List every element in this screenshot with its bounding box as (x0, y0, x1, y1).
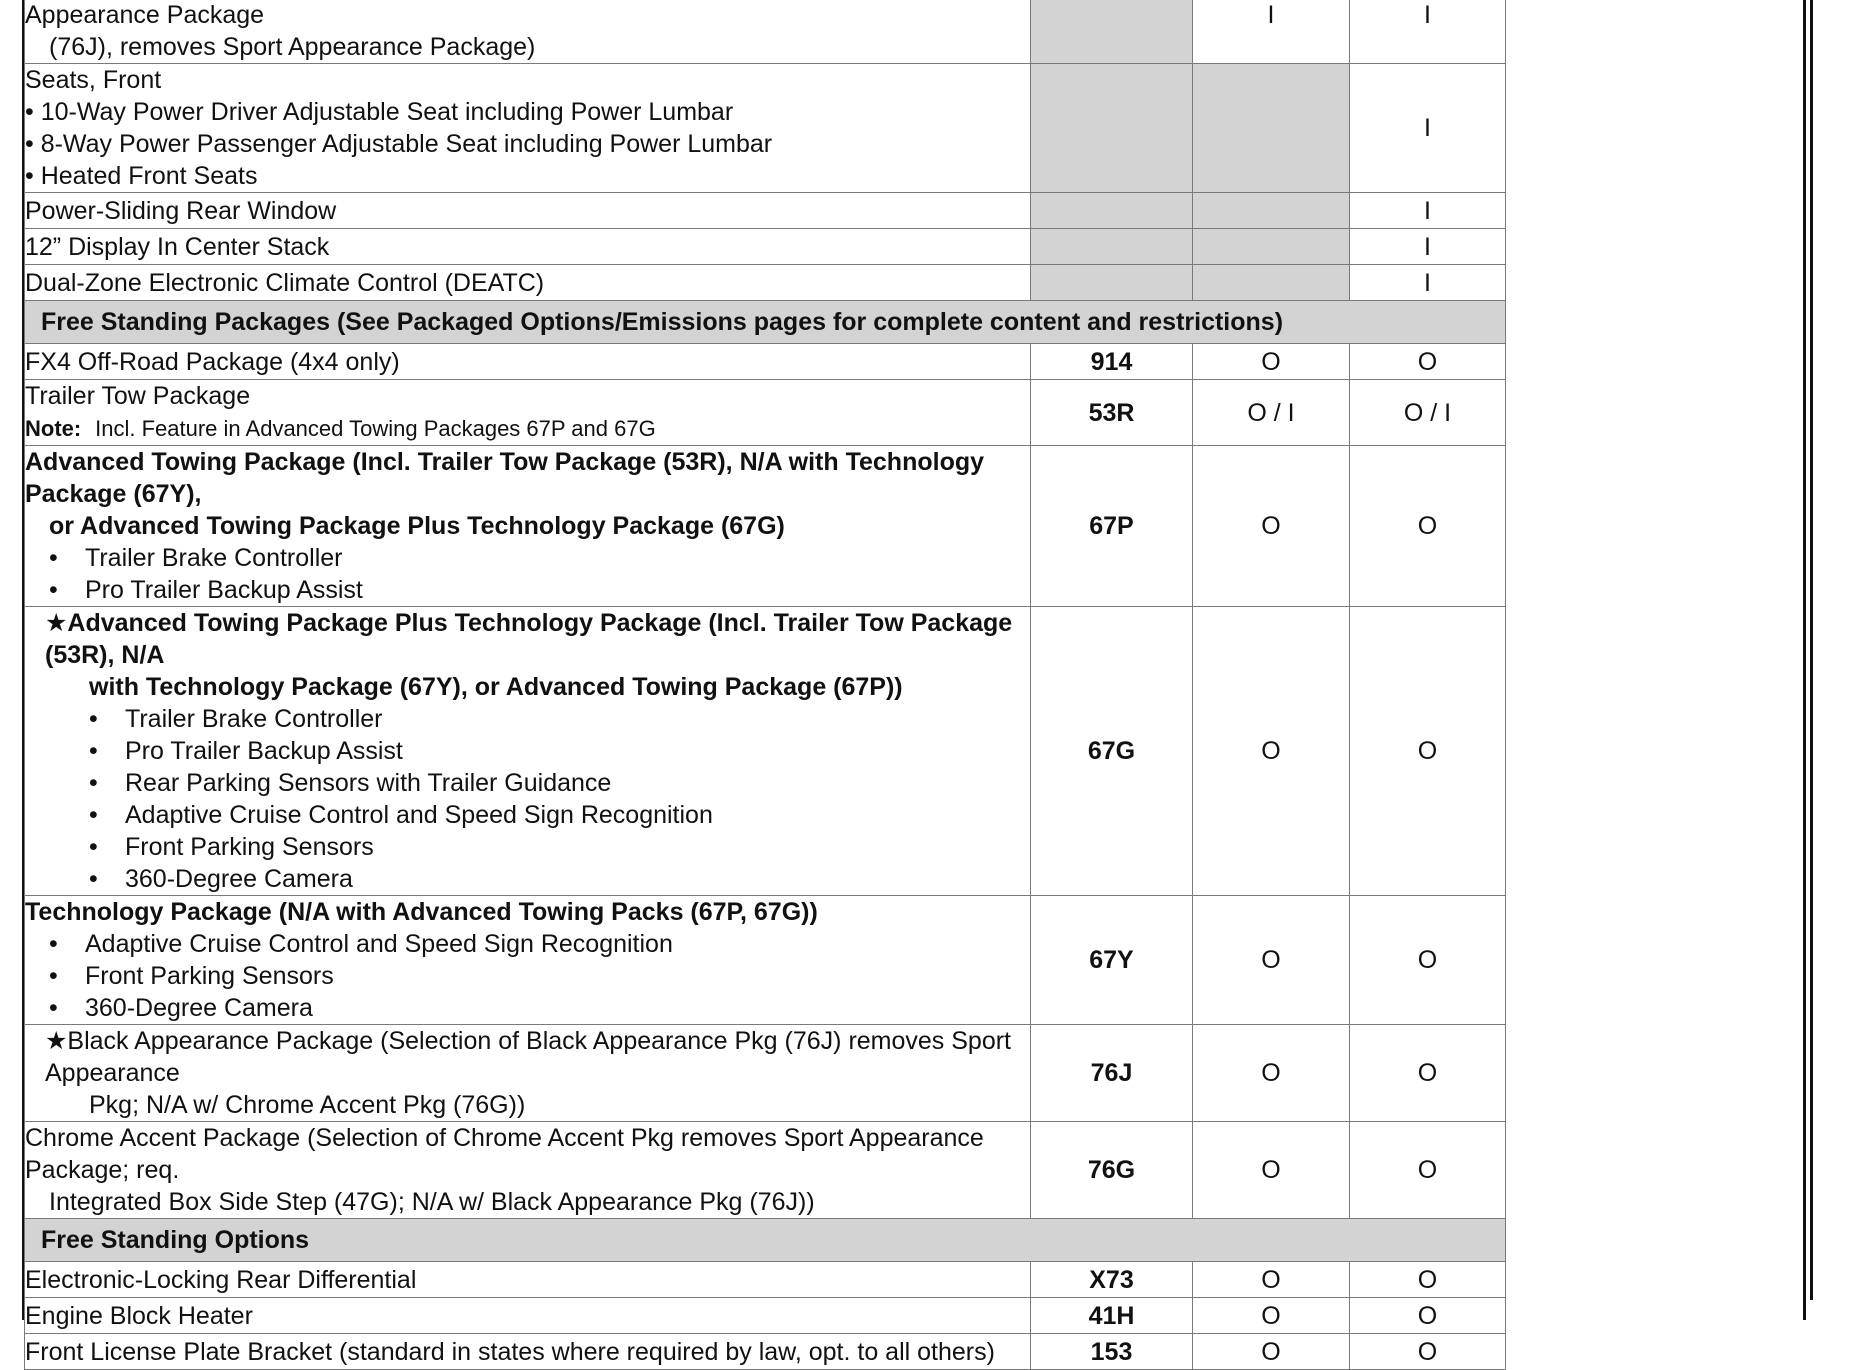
page-edge (1810, 0, 1813, 1300)
list-item: • Trailer Brake Controller (25, 542, 1030, 574)
mark-cell: O (1193, 344, 1350, 380)
mark-cell: O (1350, 1298, 1506, 1334)
list-item: • Adaptive Cruise Control and Speed Sign Recognition (25, 928, 1030, 960)
row-description: Power-Sliding Rear Window (25, 193, 1031, 229)
bullet-list (25, 928, 1030, 1024)
mark-cell: O (1350, 1334, 1506, 1370)
mark-cell: O (1350, 1025, 1506, 1122)
code-cell (1031, 265, 1193, 301)
list-item: • Heated Front Seats (25, 160, 1030, 192)
list-item: • Front Parking Sensors (65, 831, 1030, 863)
table-row (25, 229, 1779, 265)
code-cell (1031, 0, 1193, 64)
table-row (25, 1262, 1779, 1298)
code-cell: 67P (1031, 446, 1193, 607)
list-item: • Rear Parking Sensors with Trailer Guidance (65, 767, 1030, 799)
mark-cell: O (1350, 607, 1506, 896)
bullet-list (25, 542, 1030, 606)
mark-cell: O (1350, 1262, 1506, 1298)
mark-cell: I (1193, 0, 1350, 64)
mark-cell: O (1350, 1122, 1506, 1219)
list-item: • 360-Degree Camera (65, 863, 1030, 895)
row-description: Technology Package (N/A with Advanced Towing Packs (67P, 67G)) • Adaptive Cruise Control and Speed Sign Recognition • Front Parking Sensors • 360-Degree Camera (25, 896, 1031, 1025)
mark-cell: O (1193, 896, 1350, 1025)
mark-cell (1193, 64, 1350, 193)
list-item: • Pro Trailer Backup Assist (25, 574, 1030, 606)
table-row (25, 64, 1779, 193)
code-cell: 53R (1031, 380, 1193, 446)
mark-cell: O (1193, 446, 1350, 607)
bullet-list (25, 96, 1030, 192)
mark-cell (1193, 265, 1350, 301)
mark-cell: I (1350, 0, 1506, 64)
row-description: ★Black Appearance Package (Selection of Black Appearance Pkg (76J) removes Sport Appearance Pkg; N/A w/ Chrome Accent Pkg (76G)) (25, 1025, 1031, 1122)
mark-cell (1193, 193, 1350, 229)
mark-cell: I (1350, 229, 1506, 265)
list-item: • Adaptive Cruise Control and Speed Sign Recognition (65, 799, 1030, 831)
row-description: Dual-Zone Electronic Climate Control (DEATC) (25, 265, 1031, 301)
list-item: • 8-Way Power Passenger Adjustable Seat including Power Lumbar (25, 128, 1030, 160)
code-cell (1031, 193, 1193, 229)
star-icon: ★ (45, 609, 68, 637)
mark-cell (1193, 229, 1350, 265)
row-description: Seats, Front • 10-Way Power Driver Adjustable Seat including Power Lumbar • 8-Way Power Passenger Adjustable Seat including Power Lumbar • Heated Front Seats (25, 64, 1031, 193)
mark-cell: O (1193, 1334, 1350, 1370)
row-description: Engine Block Heater (25, 1298, 1031, 1334)
mark-cell: O (1193, 1025, 1350, 1122)
mark-cell: O / I (1193, 380, 1350, 446)
code-cell: 76G (1031, 1122, 1193, 1219)
mark-cell: O (1350, 896, 1506, 1025)
table-row (25, 0, 1779, 64)
list-item: • Front Parking Sensors (25, 960, 1030, 992)
mark-cell: O (1350, 344, 1506, 380)
table-row (25, 380, 1779, 446)
spec-table (24, 0, 1779, 1370)
row-description: ★Advanced Towing Package Plus Technology Package (Incl. Trailer Tow Package (53R), N/A with Technology Package (67Y), or Advanced Towing Package (67P)) • Trailer Brake Controller • Pro Trailer Backup Assist • Rear Parking Sensors with Trailer Guidance • Adaptive Cruise Control and Speed Sign Recognition • Front Parking Sensors • 360-Degree Camera (25, 607, 1031, 896)
mark-cell: I (1350, 193, 1506, 229)
section-header-options: Free Standing Options (25, 1219, 1779, 1262)
mark-cell: O (1193, 607, 1350, 896)
star-icon: ★ (45, 1027, 68, 1055)
mark-cell: O (1193, 1262, 1350, 1298)
section-header-packages: Free Standing Packages (See Packaged Options/Emissions pages for complete content and restrictions) (25, 301, 1779, 344)
code-cell: X73 (1031, 1262, 1193, 1298)
code-cell: 67Y (1031, 896, 1193, 1025)
mark-cell: O (1350, 446, 1506, 607)
table-row (25, 1025, 1779, 1122)
list-item: • 360-Degree Camera (25, 992, 1030, 1024)
table-row (25, 193, 1779, 229)
mark-cell: O / I (1350, 380, 1506, 446)
code-cell: 914 (1031, 344, 1193, 380)
row-description: Electronic-Locking Rear Differential (25, 1262, 1031, 1298)
code-cell: 76J (1031, 1025, 1193, 1122)
mark-cell: O (1193, 1122, 1350, 1219)
row-description: FX4 Off-Road Package (4x4 only) (25, 344, 1031, 380)
code-cell (1031, 64, 1193, 193)
code-cell: 153 (1031, 1334, 1193, 1370)
row-description: 12” Display In Center Stack (25, 229, 1031, 265)
bullet-list (45, 703, 1030, 895)
table-row (25, 607, 1779, 896)
code-cell (1031, 229, 1193, 265)
row-description: Chrome Accent Package (Selection of Chrome Accent Pkg removes Sport Appearance Package; req. Integrated Box Side Step (47G); N/A w/ Black Appearance Pkg (76J)) (25, 1122, 1031, 1219)
row-description: Trailer Tow Package Note: Incl. Feature in Advanced Towing Packages 67P and 67G (25, 380, 1031, 446)
code-cell: 67G (1031, 607, 1193, 896)
table-row (25, 1334, 1779, 1370)
list-item: • Trailer Brake Controller (65, 703, 1030, 735)
list-item: • 10-Way Power Driver Adjustable Seat including Power Lumbar (25, 96, 1030, 128)
code-cell: 41H (1031, 1298, 1193, 1334)
row-description: Advanced Towing Package (Incl. Trailer Tow Package (53R), N/A with Technology Package (67Y), or Advanced Towing Package Plus Technology Package (67G) • Trailer Brake Controller • Pro Trailer Backup Assist (25, 446, 1031, 607)
table-row (25, 896, 1779, 1025)
mark-cell: I (1350, 64, 1506, 193)
table-row (25, 1298, 1779, 1334)
table-row (25, 1122, 1779, 1219)
mark-cell: I (1350, 265, 1506, 301)
table-row (25, 344, 1779, 380)
table-row (25, 265, 1779, 301)
table-row (25, 446, 1779, 607)
mark-cell: O (1193, 1298, 1350, 1334)
row-description: Front License Plate Bracket (standard in states where required by law, opt. to all others) (25, 1334, 1031, 1370)
list-item: • Pro Trailer Backup Assist (65, 735, 1030, 767)
row-description: Appearance Package (76J), removes Sport Appearance Package) (25, 0, 1031, 64)
